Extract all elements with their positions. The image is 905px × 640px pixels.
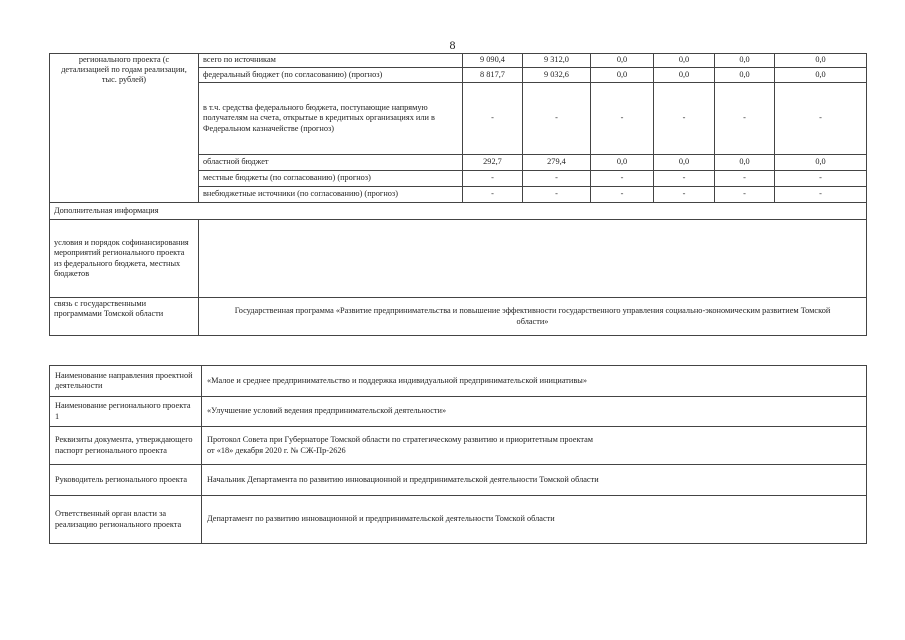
value-cell: 9 312,0	[523, 54, 591, 68]
table-row	[50, 220, 867, 298]
source-cell: областной бюджет	[199, 155, 463, 171]
value-cell: -	[463, 187, 523, 203]
document-details-line: Протокол Совета при Губернаторе Томской области по стратегическому развитию и приоритетным проектам	[207, 435, 594, 445]
value-cell: 292,7	[463, 155, 523, 171]
value-cell: 0,0	[654, 155, 715, 171]
table-row	[50, 203, 867, 220]
value-cell: -	[715, 83, 775, 155]
value-cell: 279,4	[523, 155, 591, 171]
project-direction-label: Наименование направления проектной деятельности	[50, 366, 202, 397]
value-cell: 9 032,6	[523, 68, 591, 83]
value-cell: -	[775, 83, 867, 155]
program-link-label: связь с государственными программами Томской области	[50, 298, 199, 336]
value-cell: 0,0	[591, 68, 654, 83]
value-cell: 0,0	[775, 155, 867, 171]
value-cell: -	[591, 187, 654, 203]
additional-info-header: Дополнительная информация	[50, 203, 867, 220]
table-row	[50, 427, 867, 465]
source-cell: федеральный бюджет (по согласованию) (прогноз)	[199, 68, 463, 83]
project-name-value: «Улучшение условий ведения предпринимательской деятельности»	[202, 397, 867, 427]
value-cell: -	[715, 187, 775, 203]
value-cell: -	[523, 83, 591, 155]
finance-table	[49, 53, 867, 336]
value-cell: 0,0	[591, 54, 654, 68]
project-name-label: Наименование регионального проекта 1	[50, 397, 202, 427]
value-cell: 0,0	[654, 54, 715, 68]
source-cell: местные бюджеты (по согласованию) (прогноз)	[199, 171, 463, 187]
value-cell: -	[654, 171, 715, 187]
value-cell: -	[463, 83, 523, 155]
cofinancing-value	[199, 220, 867, 298]
value-cell: -	[775, 187, 867, 203]
table-row	[50, 397, 867, 427]
source-cell: всего по источникам	[199, 54, 463, 68]
table-row	[50, 465, 867, 496]
value-cell: 0,0	[715, 54, 775, 68]
value-cell: -	[463, 171, 523, 187]
value-cell: 0,0	[715, 68, 775, 83]
value-cell: 0,0	[591, 155, 654, 171]
project-head-value: Начальник Департамента по развитию инновационной и предпринимательской деятельности Томской области	[202, 465, 867, 496]
value-cell: -	[591, 83, 654, 155]
table-row	[50, 366, 867, 397]
value-cell: 9 090,4	[463, 54, 523, 68]
value-cell: 8 817,7	[463, 68, 523, 83]
source-cell: в т.ч. средства федерального бюджета, поступающие напрямую получателям на счета, открытые в кредитных организациях или в Федеральном казначействе (прогноз)	[199, 83, 463, 155]
program-link-value: Государственная программа «Развитие предпринимательства и повышение эффективности государственного управления социально-экономическим развитием Томской области»	[199, 298, 867, 336]
project-direction-value: «Малое и среднее предпринимательство и поддержка индивидуальной предпринимательской инициативы»	[202, 366, 867, 397]
table-row	[50, 496, 867, 544]
value-cell: -	[523, 187, 591, 203]
project-table	[49, 365, 867, 544]
responsible-body-value: Департамент по развитию инновационной и предпринимательской деятельности Томской области	[202, 496, 867, 544]
source-cell: внебюджетные источники (по согласованию) (прогноз)	[199, 187, 463, 203]
value-cell: 0,0	[715, 155, 775, 171]
value-cell: -	[591, 171, 654, 187]
value-cell: -	[654, 187, 715, 203]
value-cell: -	[523, 171, 591, 187]
value-cell: -	[715, 171, 775, 187]
finance-label: регионального проекта (с детализацией по годам реализации, тыс. рублей)	[50, 54, 199, 203]
responsible-body-label: Ответственный орган власти за реализацию регионального проекта	[50, 496, 202, 544]
value-cell: 0,0	[775, 68, 867, 83]
document-details-line: от «18» декабря 2020 г. № СЖ-Пр-2626	[207, 445, 346, 455]
document-details-label: Реквизиты документа, утверждающего паспорт регионального проекта	[50, 427, 202, 465]
value-cell: -	[654, 83, 715, 155]
cofinancing-label: условия и порядок софинансирования мероприятий регионального проекта из федерального бюджета, местных бюджетов	[50, 220, 199, 298]
document-details-value	[202, 427, 867, 465]
page-number: 8	[449, 38, 456, 52]
project-head-label: Руководитель регионального проекта	[50, 465, 202, 496]
value-cell: 0,0	[775, 54, 867, 68]
table-row	[50, 298, 867, 336]
table-row	[50, 54, 867, 68]
value-cell: -	[775, 171, 867, 187]
value-cell: 0,0	[654, 68, 715, 83]
